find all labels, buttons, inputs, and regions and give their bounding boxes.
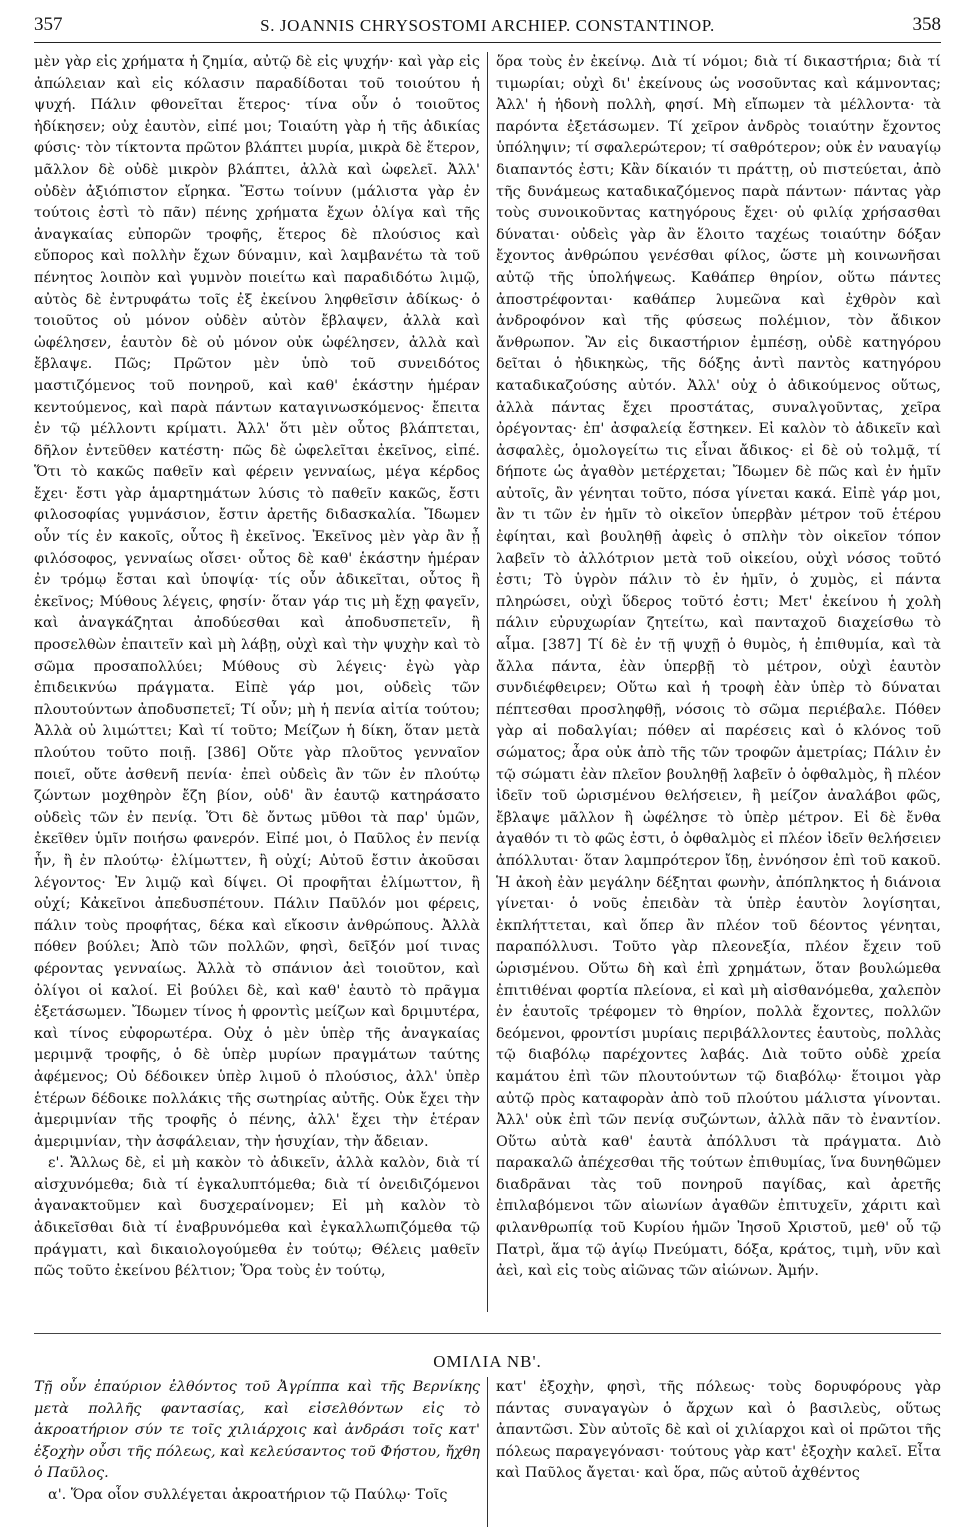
homily-argument-column: [34, 1377, 480, 1507]
homily-first-paragraph: α'. Ὅρα οἷον συλλέγεται ἀκροατήριον τῷ Παύλῳ· Τοῖς: [48, 1486, 448, 1503]
running-title: S. JOANNIS CHRYSOSTOMI ARCHIEP. CONSTANTINOP.: [260, 16, 715, 35]
homily-right-paragraph: κατ' ἐξοχὴν, φησὶ, τῆς πόλεως· τοὺς δορυφόρους γὰρ πάντας συναγαγὼν ὁ ἄρχων καὶ ὁ βασιλεὺς, οὕτως ἀπαντῶσι. Σὺν αὐτοῖς δὲ καὶ οἱ χιλίαρχοι καὶ οἱ πρῶτοι τῆς πόλεως παραγεγόνασι· τούτους γὰρ κατ' ἐξοχὴν καλεῖ. Εἶτα καὶ Παῦλος ἄγεται· καὶ ὅρα, πῶς αὐτοῦ ἀχθέντος: [496, 1379, 941, 1482]
running-header: [34, 10, 941, 43]
homily-right-column: [496, 1377, 941, 1485]
homily-title: ΟΜΙΛΙΑ ΝΒ'.: [433, 1352, 542, 1371]
right-column: [496, 52, 941, 1312]
section-rule: [34, 1333, 941, 1334]
column-divider-lower: [487, 1377, 488, 1527]
homily-argument: Τῇ οὖν ἐπαύριον ἐλθόντος τοῦ Ἀγρίππα καὶ τῆς Βερνίκης μετὰ πολλῆς φαντασίας, καὶ εἰσελθόντων εἰς τὸ ἀκροατήριον σύν τε τοῖς χιλιάρχοις καὶ ἀνδράσι τοῖς κατ' ἐξοχὴν οὖσι τῆς πόλεως, καὶ κελεύσαντος τοῦ Φήστου, ἤχθη ὁ Παῦλος.: [34, 1379, 480, 1482]
column-divider: [487, 52, 488, 1312]
page-number-left: 357: [34, 14, 63, 35]
left-column-paragraph: μὲν γὰρ εἰς χρήματα ἡ ζημία, αὐτῷ δὲ εἰς ψυχήν· καὶ γὰρ εἰς ἀπώλειαν καὶ εἰς κόλασιν παραδίδοται τοῦ τοιούτου ἡ ψυχή. Πάλιν φθονεῖται ἕτερος· τίνα οὖν ὁ τοιοῦτος ἠδίκησεν; οὐχ ἑαυτὸν, εἰπέ μοι; Τοιαύτη γὰρ ἡ τῆς ἀδικίας φύσις· τὸν τίκτοντα πρῶτον βλάπτει μυρία, μικρὰ δὲ ἕτερον, μᾶλλον δὲ οὐδὲ μικρὸν βλάπτει, ἀλλὰ καὶ ὠφελεῖ. Ἀλλ' οὐδὲν ἀξιόπιστον εἴρηκα. Ἔστω τοίνυν (μάλιστα γὰρ ἐν τούτοις ἐστὶ τὸ πᾶν) πένης χρήματα ἔχων ὀλίγα καὶ τῆς ἀναγκαίας εὐπορῶν τροφῆς, ἕτερος δὲ πλούσιος καὶ εὔπορος καὶ πολλὴν ἔχων δύναμιν, καὶ λαμβανέτω τὰ τοῦ πένητος λοιπὸν καὶ γυμνὸν ποιείτω καὶ παραδιδότω λιμῷ, αὐτὸς δὲ ἐντρυφάτω τοῖς ἐξ ἐκείνου ληφθεῖσιν ἀδίκως· ὁ τοιοῦτος οὐ μόνον οὐδὲν αὐτὸν ἔβλαψεν, ἀλλὰ καὶ ὠφέλησεν, ἑαυτὸν δὲ οὐ μόνον οὐκ ὠφέλησεν, ἀλλὰ καὶ ἔβλαψε. Πῶς; Πρῶτον μὲν ὑπὸ τοῦ συνειδότος μαστιζόμενος τοῦ πονηροῦ, καὶ καθ' ἑκάστην ἡμέραν κεντούμενος, καὶ παρὰ πάντων καταγινωσκόμενος· ἔπειτα ἐν τῷ μέλλοντι κρίματι. Ἀλλ' ὅτι μὲν οὗτος βλάπτεται, δῆλον ἐντεῦθεν κατέστη· πῶς δὲ ὠφελεῖται ἐκεῖνος, εἰπέ. Ὅτι τὸ κακῶς παθεῖν καὶ φέρειν γενναίως, μέγα κέρδος ἔχει· ἔστι γὰρ ἁμαρτημάτων λύσις τὸ παθεῖν κακῶς, ἔστι φιλοσοφίας γυμνάσιον, ἔστιν ἀρετῆς διδασκαλία. Ἴδωμεν οὖν τίς ἐν κακοῖς, οὗτος ἢ ἐκεῖνος. Ἐκεῖνος μὲν γὰρ ἂν ᾖ φιλόσοφος, γενναίως οἴσει· οὗτος δὲ καθ' ἑκάστην ἡμέραν ἐν τρόμῳ ἔσται καὶ ὑποψίᾳ· τίς οὖν ἀδικεῖται, οὗτος ἢ ἐκεῖνος; Μύθους λέγεις, φησίν· ὅταν γάρ τις μὴ ἔχῃ φαγεῖν, καὶ ἀναγκάζηται ἀποδύεσθαι καὶ ἀποδυσπετεῖν, ἢ προσελθὼν ἐπαιτεῖν καὶ μὴ λάβῃ, οὐχὶ καὶ τὴν ψυχὴν καὶ τὸ σῶμα προσαπολλύει; Μύθους σὺ λέγεις· ἐγὼ γὰρ ἐπιδεικνύω πράγματα. Εἰπὲ γάρ μοι, οὐδεὶς τῶν πλουτούντων ἀποδυσπετεῖ; Τί οὖν; μὴ ἡ πενία αἰτία τούτου; Ἀλλὰ οὐ λιμώττει; Καὶ τί τοῦτο; Μείζων ἡ δίκη, ὅταν μετὰ πλούτου τοῦτο ποιῇ. [386] Οὔτε γὰρ πλοῦτος γενναῖον ποιεῖ, οὔτε ἀσθενῆ πενία· ἐπεὶ οὐδεὶς ἂν τῶν ἐν πλούτῳ ζώντων μοχθηρὸν ἔζη βίον, οὐδ' ἂν ἑαυτῷ κατηράσατο οὐδεὶς τῶν ἐν πενίᾳ. Ὅτι δὲ ὄντως μῦθοι τὰ παρ' ὑμῶν, ἐκεῖθεν ὑμῖν ποιήσω φανερόν. Εἰπέ μοι, ὁ Παῦλος ἐν πενίᾳ ἦν, ἢ ἐν πλούτῳ· ἐλίμωττεν, ἢ οὐχί; Αὐτοῦ ἔστιν ἀκοῦσαι λέγοντος· Ἐν λιμῷ καὶ δίψει. Οἱ προφῆται ἐλίμωττον, ἢ οὐχί; Κἀκεῖνοι ἀπεδυσπέτουν. Πάλιν Παῦλόν μοι φέρεις, πάλιν τοὺς προφήτας, δέκα καὶ εἴκοσιν ἀνθρώπους. Ἀλλὰ πόθεν βούλει; Ἀπὸ τῶν πολλῶν, φησὶ, δεῖξόν μοί τινας φέροντας γενναίως. Ἀλλὰ τὸ σπάνιον ἀεὶ τοιοῦτον, καὶ ὀλίγοι οἱ καλοί. Εἰ βούλει δὲ, καὶ καθ' ἑαυτὸ τὸ πρᾶγμα ἐξετάσωμεν. Ἴδωμεν τίνος ἡ φροντὶς μείζων καὶ δριμυτέρα, καὶ τίνος εὐφορωτέρα. Οὐχ ὁ μὲν ὑπὲρ τῆς ἀναγκαίας μεριμνᾷ τροφῆς, ὁ δὲ ὑπὲρ μυρίων πραγμάτων ταύτης ἀφέμενος; Οὐ δέδοικεν ὑπὲρ λιμοῦ ὁ πλούσιος, ἀλλ' ὑπὲρ ἑτέρων δέδοικε πολλάκις τῆς σωτηρίας αὐτῆς. Οὐκ ἔχει τὴν ἀμεριμνίαν τῆς τροφῆς ὁ πένης, ἀλλ' ἔχει τὴν ἑτέραν ἀμεριμνίαν, τὴν ἀσφάλειαν, τὴν ἡσυχίαν, τὴν ἄδειαν.: [34, 54, 480, 1150]
right-column-paragraph: ὅρα τοὺς ἐν ἐκείνῳ. Διὰ τί νόμοι; διὰ τί δικαστήρια; διὰ τί τιμωρίαι; οὐχὶ δι' ἐκείνους ὡς νοσοῦντας καὶ κάμνοντας; Ἀλλ' ἡ ἡδονὴ πολλὴ, φησί. Μὴ εἴπωμεν τὰ μέλλοντα· τὰ παρόντα ἐξετάσωμεν. Τί χεῖρον ἀνδρὸς τοιαύτην ἔχοντος ὑπόληψιν; τί σφαλερώτερον; τί σαθρότερον; οὐκ ἐν ναυαγίῳ διαπαντός ἐστι; Κἂν δίκαιόν τι πράττῃ, οὐ πιστεύεται, ἀπὸ τῆς δυνάμεως καταδικαζόμενος παρὰ πάντων· πάντας γὰρ τοὺς συνοικοῦντας κατηγόρους ἔχει· οὐ φιλίᾳ χρήσασθαι δύναται· οὐδεὶς γὰρ ἂν ἕλοιτο ταχέως τοιαύτην δόξαν ἔχοντος ἀνθρώπου γενέσθαι φίλος, ὥστε μὴ κοινωνῆσαι αὐτῷ τῆς ὑπολήψεως. Καθάπερ θηρίον, οὕτω πάντες ἀποστρέφονται· καθάπερ λυμεῶνα καὶ ἐχθρὸν καὶ ἀνδροφόνον καὶ τῆς φύσεως πολέμιον, τὸν ἄδικον ἄνθρωπον. Ἂν εἰς δικαστήριον ἐμπέσῃ, οὐδὲ κατηγόρου δεῖται ὁ ἠδικηκὼς, τῆς δόξης ἀντὶ παντὸς κατηγόρου καταδικαζούσης αὐτόν. Ἀλλ' οὐχ ὁ ἀδικούμενος οὕτως, ἀλλὰ πάντας ἔχει προστάτας, συναλγοῦντας, χεῖρα ὀρέγοντας· ἐπ' ἀσφαλείᾳ ἕστηκεν. Εἰ καλὸν τὸ ἀδικεῖν καὶ ἀσφαλὲς, ὁμολογείτω τις εἶναι ἄδικος· εἰ δὲ οὐ τολμᾷ, τί δήποτε ὡς ἀγαθὸν μετέρχεται; Ἴδωμεν δὲ πῶς καὶ ἐν ἡμῖν αὐτοῖς, ἂν γένηται τοῦτο, πόσα γίνεται κακά. Εἰπὲ γάρ μοι, ἂν τι τῶν ἐν ἡμῖν τὸ οἰκεῖον ὑπερβὰν μέτρον τοῦ ἑτέρου ἐφίηται, καὶ βουληθῇ ἀφεὶς ὁ σπλὴν τὸν οἰκεῖον τόπον λαβεῖν τὸ ἀλλότριον μετὰ τοῦ οἰκείου, οὐχὶ νόσος τοῦτό ἐστι; Τὸ ὑγρὸν πάλιν τὸ ἐν ἡμῖν, ὁ χυμὸς, εἰ πάντα πληρώσει, οὐχὶ ὕδερος τοῦτό ἐστι; Μετ' ἐκείνου ἡ χολὴ πάλιν εὐρυχωρίαν ζητείτω, καὶ πανταχοῦ διαχείσθω τὸ αἷμα. [387] Τί δὲ ἐν τῇ ψυχῇ ὁ θυμὸς, ἡ ἐπιθυμία, καὶ τὰ ἄλλα πάντα, ἐὰν ὑπερβῇ τὸ μέτρον, οὐχὶ ἑαυτὸν συνδιέφθειρεν; Οὕτω καὶ ἡ τροφὴ ἐὰν ὑπὲρ τὸ δύναται πέπτεσθαι προσληφθῇ, νόσοις τὸ σῶμα περιέβαλε. Πόθεν γὰρ αἱ ποδαλγίαι; πόθεν αἱ παρέσεις καὶ ὁ κλόνος τοῦ σώματος; ἆρα οὐκ ἀπὸ τῆς τῶν τροφῶν ἀμετρίας; Πάλιν ἐν τῷ σώματι ἐὰν πλεῖον βουληθῇ λαβεῖν ὁ ὀφθαλμὸς, ἢ πλέον ἰδεῖν τοῦ ὡρισμένου θελήσειεν, ἢ μείζον ἀναλάβοι φῶς, ἔβλαψε μᾶλλον ἢ ὠφέλησε τὸ ὑπὲρ μέτρον. Εἰ δὲ ἔνθα ἀγαθόν τι τὸ φῶς ἐστι, ὁ ὀφθαλμὸς εἰ πλέον ἰδεῖν θελήσειεν ἀπόλλυται· ὅταν λαμπρότερον ἴδῃ, ἐννόησον ἐπὶ τοῦ κακοῦ. Ἡ ἀκοὴ ἐὰν μεγάλην δέξηται φωνὴν, ἀπόπληκτος ἡ διάνοια γίνεται· ὁ νοῦς ἐπειδὰν τὰ ὑπὲρ ἑαυτὸν λογίσηται, ἐκπλήττεται, καὶ ὅπερ ἂν πλέον τοῦ δέοντος γένηται, παραπόλλυσι. Τοῦτο γὰρ πλεονεξία, πλέον ἔχειν τοῦ ὡρισμένου. Οὕτω δὴ καὶ ἐπὶ χρημάτων, ὅταν βουλώμεθα ἐπιτιθέναι φορτία πλείονα, εἰ καὶ μὴ αἰσθανόμεθα, χαλεπὸν ἐν ἑαυτοῖς τρέφομεν τὸ θηρίον, πολλὰ ἔχοντες, πολλῶν δεόμενοι, φροντίσι μυρίαις περιβάλλοντες ἑαυτοὺς, πολλὰς τῷ διαβόλῳ παρέχοντες λαβάς. Διὰ τοῦτο οὐδὲ χρεία καμάτου ἐπὶ τῶν πλουτούντων τῷ διαβόλῳ· ἕτοιμοι γὰρ αὐτῷ πρὸς καταφορὰν ἀπὸ τοῦ πλούτου μάλιστα γίνονται. Ἀλλ' οὐκ ἐπὶ τῶν πενίᾳ συζώντων, ἀλλὰ πᾶν τὸ ἐναντίον. Οὕτω αὐτὰ καθ' ἑαυτὰ ἀπόλλυσι τὰ πράγματα. Διὸ παρακαλῶ ἀπέχεσθαι τῆς τούτων ἐπιθυμίας, ἵνα δυνηθῶμεν διαδρᾶναι τὰς τοῦ πονηροῦ παγίδας, καὶ ἀρετῆς ἐπιλαβόμενοι τῶν αἰωνίων ἀγαθῶν ἐπιτυχεῖν, χάριτι καὶ φιλανθρωπίᾳ τοῦ Κυρίου ἡμῶν Ἰησοῦ Χριστοῦ, μεθ' οὗ τῷ Πατρὶ, ἅμα τῷ ἁγίῳ Πνεύματι, δόξα, κράτος, τιμὴ, νῦν καὶ ἀεὶ, καὶ εἰς τοὺς αἰῶνας τῶν αἰώνων. Ἀμήν.: [496, 54, 941, 1280]
left-column: [34, 52, 480, 1312]
left-column-paragraph: ε'. Ἄλλως δὲ, εἰ μὴ κακὸν τὸ ἀδικεῖν, ἀλλὰ καλὸν, διὰ τί αἰσχυνόμεθα; διὰ τί ἐγκαλυπτόμεθα; διὰ τί ὀνειδιζόμενοι ἀγανακτοῦμεν καὶ δυσχεραίνομεν; Εἰ μὴ καλὸν τὸ ἀδικεῖσθαι διὰ τί ἐναβρυνόμεθα καὶ ἐγκαλλωπιζόμεθα τῷ πράγματι, καὶ δικαιολογούμεθα ἐν τούτῳ; Θέλεις μαθεῖν πῶς τοῦτο ἐκείνου βέλτιον; Ὅρα τοὺς ἐν τούτῳ,: [34, 1155, 480, 1280]
page-number-right: 358: [912, 14, 941, 35]
